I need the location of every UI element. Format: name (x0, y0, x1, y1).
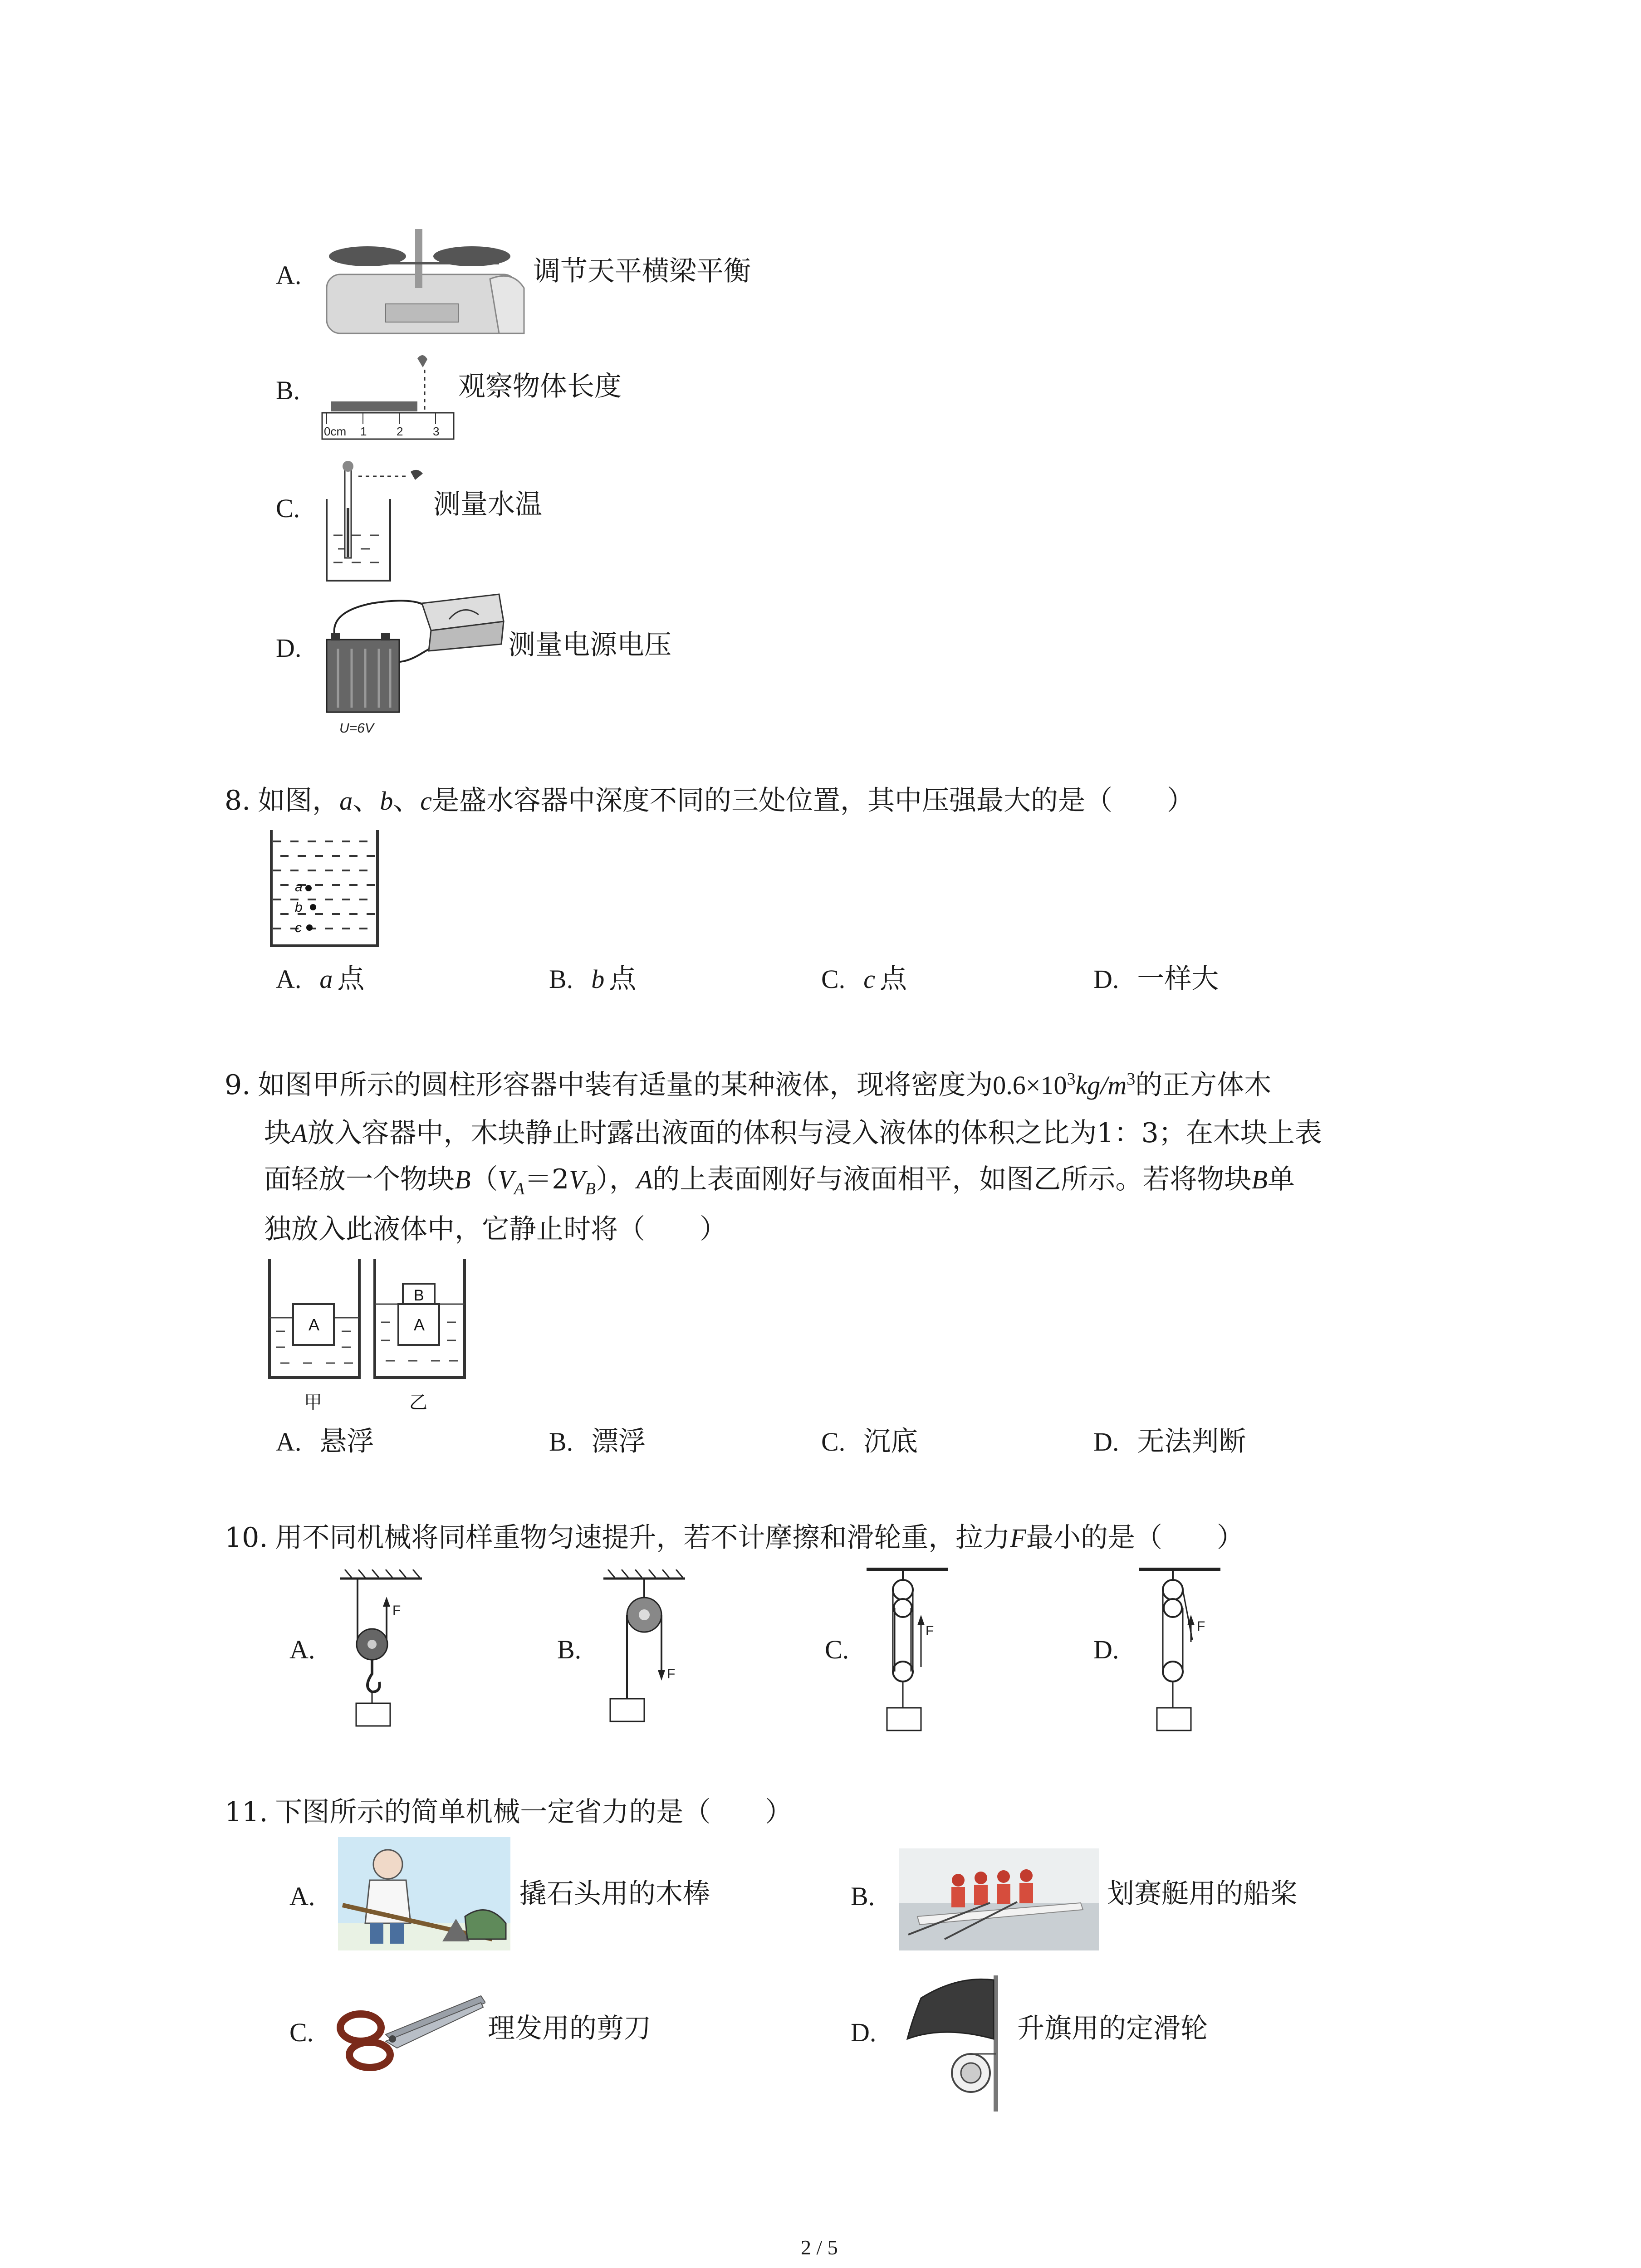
q8-option-c-var: c (863, 964, 875, 994)
q10-text-a: 用不同机械将同样重物匀速提升，若不计摩擦和滑轮重，拉力 (275, 1522, 1010, 1554)
q11-option-b-letter: B. (851, 1882, 875, 1911)
q11-option-a-text: 撬石头用的木棒 (519, 1878, 710, 1910)
q9-line1-b: 的正方体木 (1135, 1069, 1272, 1101)
crowbar-lever-image (338, 1837, 510, 1950)
q8-option-c-letter: C. (821, 964, 846, 994)
flag-pulley-image (903, 1971, 1016, 2112)
q7-option-c-letter: C. (276, 494, 300, 523)
q8-stem-text-before: 如图， (258, 785, 340, 816)
pulley-block-d-figure (1134, 1563, 1225, 1740)
q8-option-b-var: b (591, 964, 605, 994)
q9-density-unit-exp: 3 (1127, 1070, 1136, 1089)
q9-line-4 (264, 1213, 727, 1245)
q8-stem (225, 787, 1194, 814)
q9-density-unit: kg/m (1075, 1070, 1127, 1100)
q9-VB: V (569, 1165, 585, 1194)
battery-voltage-label: U=6V (339, 721, 374, 736)
battery-voltmeter-image (318, 576, 508, 739)
q9-paren-close: ）， (595, 1163, 637, 1195)
q9-VB-sub: B (585, 1179, 596, 1198)
q9-var-A: A (291, 1119, 308, 1148)
ruler-tick-3: 3 (433, 425, 440, 438)
q9-number: 9. (225, 1069, 251, 1101)
q7-option-c-text: 测量水温 (433, 489, 542, 520)
q8-option-d-text: 一样大 (1137, 963, 1219, 995)
q8-option-c-text: 点 (879, 963, 907, 995)
q8-option-b-text: 点 (609, 963, 637, 995)
q11-text: 下图所示的简单机械一定省力的是（ ） (275, 1796, 793, 1828)
scissors-image (336, 1991, 485, 2073)
q7-option-a-letter: A. (276, 260, 302, 290)
q8-option-d (1093, 963, 1219, 995)
q8-number: 8. (225, 785, 251, 816)
q9-var-A2: A (636, 1165, 653, 1194)
q10-a-force-label: F (392, 1603, 401, 1618)
q9-eq: ＝2 (524, 1163, 569, 1195)
q9-line-1 (225, 1070, 1271, 1099)
q9-VA-sub: A (514, 1179, 525, 1198)
q9-option-c (821, 1428, 918, 1455)
q10-d-force-label: F (1197, 1619, 1205, 1634)
q9-option-c-text: 沉底 (863, 1426, 918, 1457)
q9-line3-b: 的上表面刚好与液面相平，如图乙所示。若将物块 (652, 1163, 1252, 1195)
q10-b-force-label: F (667, 1667, 676, 1681)
q10-c-force-label: F (926, 1623, 934, 1638)
yi-label: 乙 (409, 1393, 427, 1413)
q7-option-d-text: 测量电源电压 (508, 629, 671, 661)
q9-option-a-letter: A. (276, 1427, 302, 1457)
q9-line-2 (264, 1119, 1322, 1147)
q11-option-b-text: 划赛艇用的船桨 (1107, 1878, 1298, 1910)
q8-point-b: b (295, 900, 303, 915)
q8-sep1: 、 (353, 785, 380, 816)
beaker-thermometer-image (318, 458, 436, 585)
q9-line4: 独放入此液体中，它静止时将（ ） (264, 1213, 727, 1245)
q8-point-a: a (295, 880, 303, 894)
q9-paren-open: （ (470, 1163, 498, 1195)
q10-option-d-letter: D. (1093, 1635, 1119, 1664)
q8-option-b-letter: B. (549, 964, 573, 994)
fixed-pulley-figure (599, 1569, 690, 1728)
q11-option-c-text: 理发用的剪刀 (488, 2013, 651, 2044)
q9-var-B: B (455, 1165, 471, 1194)
q10-text-b: 最小的是（ ） (1026, 1522, 1244, 1554)
q8-option-a-letter: A. (276, 964, 302, 994)
q9-option-a (276, 1428, 374, 1455)
q8-option-a (276, 963, 365, 995)
q9-option-d (1093, 1428, 1246, 1455)
q9-line2-a: 块 (264, 1117, 291, 1149)
pulley-block-c-figure (862, 1563, 953, 1740)
q7-option-a-text: 调节天平横梁平衡 (533, 255, 751, 287)
q8-var-c: c (420, 786, 432, 816)
container-jia-figure (267, 1259, 362, 1418)
q9-option-c-letter: C. (821, 1427, 846, 1457)
page-number: 2 / 5 (801, 2236, 838, 2259)
q7-option-b-text: 观察物体长度 (458, 371, 622, 402)
q11-option-a-letter: A. (289, 1882, 315, 1911)
q9-line-3 (264, 1163, 1295, 1198)
q9-VA: V (498, 1165, 514, 1194)
q10-stem (225, 1522, 1244, 1554)
q8-option-a-text: 点 (337, 963, 365, 995)
rowing-oars-image (899, 1848, 1099, 1950)
ruler-reading-image (318, 349, 463, 449)
q7-option-b-letter: B. (276, 376, 300, 405)
q8-var-b: b (380, 786, 393, 816)
q8-option-a-var: a (319, 964, 333, 994)
q9-option-b-text: 漂浮 (591, 1426, 646, 1457)
balance-scale-image (318, 220, 526, 342)
q9-option-b (549, 1428, 646, 1455)
water-container-figure (268, 830, 381, 950)
q7-option-d-letter: D. (276, 633, 302, 663)
jia-label: 甲 (304, 1393, 322, 1413)
q9-option-d-text: 无法判断 (1137, 1426, 1246, 1457)
q9-var-B2: B (1251, 1165, 1268, 1194)
q10-option-a-letter: A. (289, 1635, 315, 1664)
q9-density-value: 0.6×10 (993, 1070, 1067, 1100)
q9-option-b-letter: B. (549, 1427, 573, 1457)
q10-number: 10. (225, 1522, 268, 1554)
q9-option-d-letter: D. (1093, 1427, 1119, 1457)
q10-option-b-letter: B. (557, 1635, 582, 1664)
q9-line2-b: 放入容器中，木块静止时露出液面的体积与浸入液体的体积之比为1：3；在木块上表 (307, 1117, 1322, 1149)
q10-option-c-letter: C. (825, 1635, 849, 1664)
q8-option-b (549, 963, 637, 995)
q11-option-c-letter: C. (289, 2018, 314, 2047)
q11-number: 11. (225, 1796, 268, 1828)
q8-option-c (821, 963, 907, 995)
q8-option-d-letter: D. (1093, 964, 1119, 994)
yi-block-b-label: B (414, 1287, 424, 1304)
q11-option-d-letter: D. (851, 2018, 877, 2047)
q9-density-exp: 3 (1067, 1070, 1076, 1089)
q8-point-c: c (295, 920, 302, 935)
movable-pulley-hook-figure (336, 1569, 426, 1733)
ruler-tick-2: 2 (397, 425, 403, 438)
q8-sep2: 、 (393, 785, 421, 816)
container-yi-figure (372, 1259, 467, 1418)
q9-option-a-text: 悬浮 (319, 1426, 374, 1457)
ruler-tick-1: 1 (360, 425, 367, 438)
q11-option-d-text: 升旗用的定滑轮 (1017, 2013, 1208, 2044)
ruler-tick-0: 0cm (324, 425, 347, 438)
yi-block-a-label: A (414, 1315, 425, 1334)
jia-block-a-label: A (309, 1315, 320, 1334)
q9-line3-a: 面轻放一个物块 (264, 1163, 455, 1195)
q8-stem-text-after: 是盛水容器中深度不同的三处位置，其中压强最大的是（ ） (432, 785, 1194, 816)
q9-line1-a: 如图甲所示的圆柱形容器中装有适量的某种液体，现将密度为 (258, 1069, 993, 1101)
q11-stem (225, 1796, 793, 1828)
q8-var-a: a (339, 786, 353, 816)
q9-line3-c: 单 (1267, 1163, 1295, 1195)
q10-var-F: F (1010, 1523, 1026, 1553)
